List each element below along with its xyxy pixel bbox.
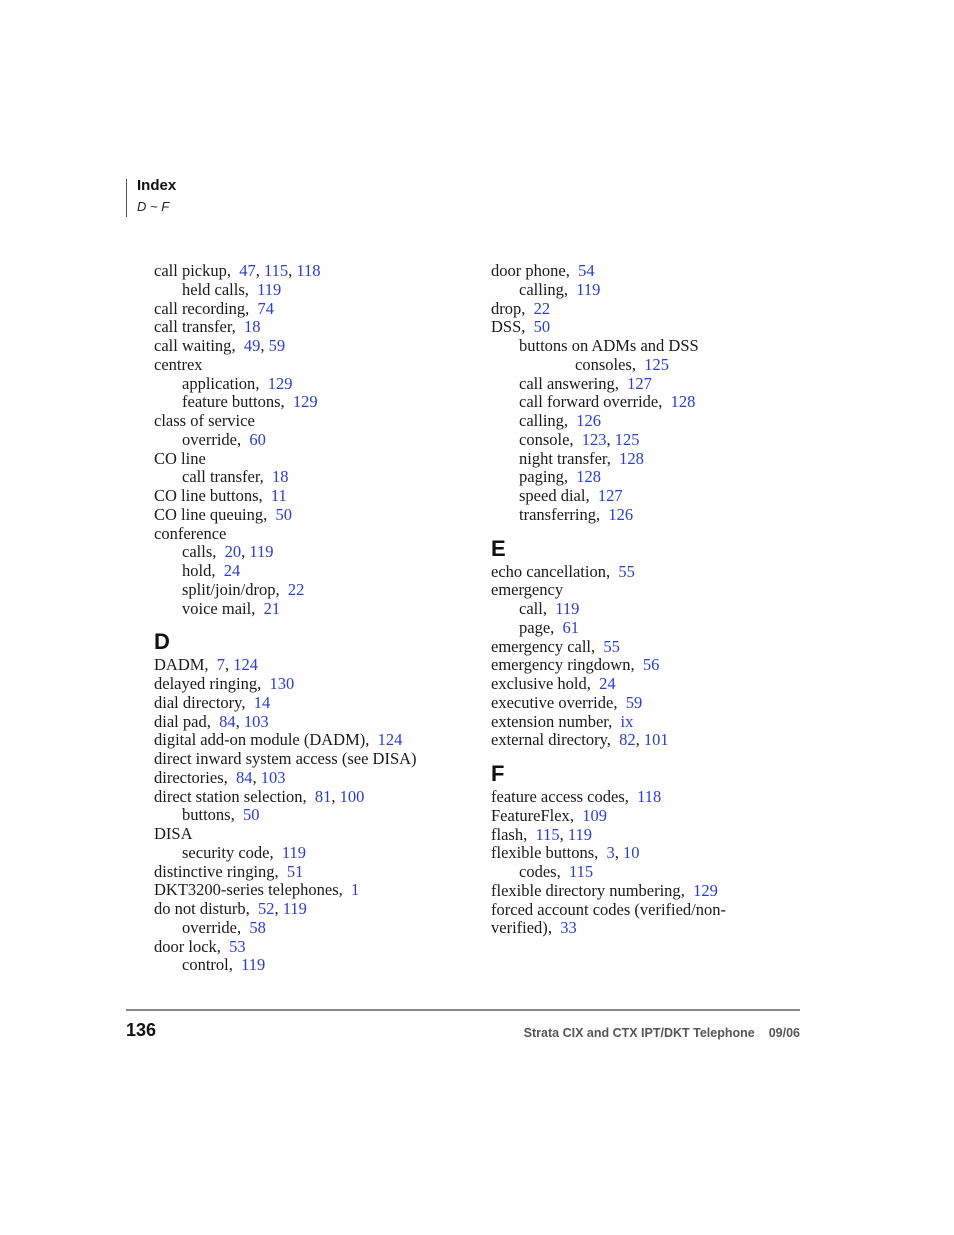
page-link[interactable]: 119 (576, 279, 601, 299)
index-entry: night transfer, 128 (519, 448, 644, 468)
index-term: drop (491, 298, 522, 318)
index-term: call recording (154, 298, 246, 318)
page-link[interactable]: 81 (314, 786, 332, 806)
page-link[interactable]: 74 (257, 298, 275, 318)
index-term: CO line queuing (154, 504, 264, 524)
index-term: calling (519, 411, 564, 430)
index-term: direct station selection (154, 786, 303, 806)
index-term: call transfer (154, 317, 232, 337)
section-letter: D (154, 629, 170, 655)
section-letter: F (491, 761, 505, 786)
page-link[interactable]: 82 (619, 730, 636, 750)
index-term: CO line buttons (154, 486, 259, 505)
page-link[interactable]: 115 (263, 261, 289, 280)
page-link[interactable]: 20 (224, 542, 242, 562)
index-term: CO line (154, 448, 206, 468)
page-link[interactable]: ix (620, 711, 634, 731)
page-link[interactable]: 129 (267, 373, 293, 393)
index-entry: override, 60 (182, 429, 266, 449)
footer-book-info (524, 1026, 800, 1040)
page-link[interactable]: 103 (243, 711, 269, 731)
page-link[interactable]: 103 (260, 767, 286, 787)
page-link[interactable]: 125 (614, 429, 640, 449)
page-link[interactable]: 119 (257, 279, 282, 299)
index-term: DKT3200-series telephones (154, 880, 339, 900)
page-link[interactable]: 52 (258, 899, 275, 918)
index-term: door lock (154, 936, 217, 956)
page-link[interactable]: 59 (625, 692, 643, 712)
index-entry (154, 356, 474, 375)
index-entry: speed dial, 127 (519, 486, 623, 505)
index-column-left (154, 262, 474, 975)
index-term: application (182, 373, 256, 393)
page-link[interactable]: 21 (263, 598, 281, 618)
index-entry: security code, 119 (182, 842, 307, 862)
index-entry: call forward override, 128 (519, 392, 696, 412)
index-term: override (182, 917, 237, 937)
index-term: exclusive hold (491, 674, 587, 693)
index-term: call pickup (154, 261, 227, 280)
index-entry: split/join/drop, 22 (182, 579, 305, 599)
page-link[interactable]: 126 (576, 411, 602, 430)
index-term: emergency call (491, 636, 592, 656)
page-link[interactable]: 55 (603, 636, 620, 656)
index-term: transferring (519, 504, 596, 524)
page-link[interactable]: 124 (377, 730, 403, 750)
index-term: page (519, 617, 551, 637)
index-term: buttons (182, 805, 231, 825)
page-link[interactable]: 51 (286, 861, 304, 881)
page-link[interactable]: 130 (269, 674, 295, 693)
index-term: dial directory (154, 692, 242, 712)
index-entry: voice mail, 21 (182, 598, 281, 618)
page-link[interactable]: 22 (533, 298, 551, 318)
page-link[interactable]: 127 (597, 486, 623, 505)
index-term: codes (519, 862, 557, 881)
index-entry: feature buttons, 129 (182, 392, 318, 412)
page-link[interactable]: 10 (622, 843, 640, 863)
index-entry: consoles, 125 (575, 354, 669, 374)
index-term: conference (154, 523, 227, 543)
index-entry: verified), 33 (491, 918, 577, 938)
page-link[interactable]: 59 (268, 336, 286, 355)
index-entry: console, 123, 125 (519, 429, 640, 449)
index-entry: flexible buttons, 3, 10 (491, 843, 640, 863)
index-entry: executive override, 59 (491, 692, 643, 712)
index-term: direct inward system access (see DISA) (154, 749, 417, 768)
index-entry: direct station selection, 81, 100 (154, 786, 365, 806)
index-term: call answering (519, 373, 615, 393)
page-link[interactable]: 119 (567, 824, 592, 844)
page-link[interactable]: 119 (241, 955, 266, 975)
index-term: forced account codes (verified/non- (491, 899, 727, 919)
index-term: override (182, 429, 237, 449)
index-entry (491, 901, 811, 920)
index-entry: exclusive hold, 24 (491, 674, 616, 693)
index-term: DSS (491, 317, 522, 337)
page-link[interactable]: 50 (242, 805, 260, 825)
section-title: Index (137, 177, 177, 194)
index-entry: calls, 20, 119 (182, 542, 274, 562)
index-term: DISA (154, 824, 193, 843)
index-term: call forward override (519, 392, 659, 412)
page-link[interactable]: 101 (643, 730, 669, 750)
index-term: paging (519, 467, 564, 487)
index-entry: distinctive ringing, 51 (154, 861, 304, 881)
page-link[interactable]: 56 (642, 655, 660, 675)
index-entry: emergency ringdown, 56 (491, 655, 660, 675)
index-entry: dial directory, 14 (154, 692, 271, 712)
page-number: 136 (126, 1020, 157, 1040)
index-entry (154, 412, 474, 431)
header-rule (126, 179, 127, 217)
index-entry: call transfer, 18 (154, 317, 261, 337)
index-term: hold (182, 561, 212, 580)
publication-date: 09/06 (768, 1026, 800, 1040)
page-link[interactable]: 3 (606, 843, 615, 863)
page-link[interactable]: 58 (249, 917, 266, 937)
index-entry: door lock, 53 (154, 936, 246, 956)
page-link[interactable]: 55 (618, 561, 635, 581)
index-entry: flexible directory numbering, 129 (491, 880, 718, 900)
index-entry: call pickup, 47, 115, 118 (154, 261, 321, 280)
index-entry: flash, 115, 119 (491, 824, 592, 844)
page-link[interactable]: 119 (249, 542, 274, 562)
index-entry: CO line buttons, 11 (154, 486, 287, 505)
index-term: extension number (491, 711, 609, 731)
index-term: DADM (154, 655, 205, 675)
index-entry: buttons, 50 (182, 805, 260, 825)
section-range: D ~ F (137, 199, 170, 214)
page-link[interactable]: 84 (219, 711, 236, 731)
index-entry (154, 825, 474, 844)
page-link[interactable]: 47 (239, 261, 256, 280)
index-term: voice mail (182, 598, 252, 618)
page-link[interactable]: 124 (233, 655, 259, 675)
page-link[interactable]: 18 (272, 467, 289, 487)
section-letter: E (491, 535, 506, 561)
index-term: feature buttons (182, 392, 281, 412)
index-term: calls (182, 542, 213, 562)
index-term: speed dial (519, 486, 586, 505)
index-entry (154, 750, 474, 769)
index-term: class of service (154, 411, 255, 430)
index-term: executive override (491, 692, 614, 712)
page-link[interactable]: 84 (236, 767, 253, 787)
index-term: held calls (182, 279, 245, 299)
index-term: call waiting (154, 336, 232, 355)
page-link[interactable]: 54 (578, 261, 595, 280)
page-link[interactable]: 1 (351, 880, 360, 900)
page-link[interactable]: 115 (568, 862, 594, 881)
page-link[interactable]: 126 (608, 504, 634, 524)
page-link[interactable]: 100 (339, 786, 365, 806)
index-entry: codes, 115 (519, 862, 594, 881)
page-link[interactable]: 18 (244, 317, 261, 337)
index-entry (154, 450, 474, 469)
index-term: console (519, 429, 570, 449)
index-entry: transferring, 126 (519, 504, 634, 524)
page-link[interactable]: 115 (535, 824, 560, 844)
page-link[interactable]: 7 (216, 655, 226, 675)
index-entry: call recording, 74 (154, 298, 275, 318)
index-entry: digital add-on module (DADM), 124 (154, 730, 403, 750)
index-term: centrex (154, 354, 203, 374)
page-link[interactable]: 50 (275, 504, 292, 524)
page-link[interactable]: 14 (253, 692, 271, 712)
index-entry: external directory, 82, 101 (491, 730, 669, 750)
page-link[interactable]: 128 (619, 448, 644, 468)
page-link[interactable]: 118 (637, 787, 662, 806)
index-term: verified) (491, 918, 548, 938)
index-term: FeatureFlex (491, 805, 570, 825)
index-entry: override, 58 (182, 917, 266, 937)
index-term: dial pad (154, 711, 207, 731)
index-term: emergency ringdown (491, 655, 631, 675)
index-entry: calling, 126 (519, 411, 602, 430)
page-link[interactable]: 119 (282, 899, 307, 918)
index-term: flash (491, 824, 524, 844)
page-link[interactable]: 125 (644, 354, 669, 374)
index-term: night transfer (519, 448, 607, 468)
index-term: split/join/drop (182, 579, 276, 599)
book-title: Strata CIX and CTX IPT/DKT Telephone (523, 1026, 755, 1040)
index-entry: call, 119 (519, 599, 580, 618)
index-term: echo cancellation (491, 561, 606, 581)
index-entry (491, 581, 811, 600)
index-term: buttons on ADMs and DSS (519, 336, 699, 355)
page-link[interactable]: 24 (599, 674, 616, 693)
index-term: control (182, 955, 229, 975)
page-link[interactable]: 119 (555, 599, 580, 618)
page-link[interactable]: 123 (581, 429, 607, 449)
index-entry: calling, 119 (519, 279, 601, 299)
page-link[interactable]: 119 (281, 842, 307, 862)
page-link[interactable]: 50 (533, 317, 551, 337)
index-entry: directories, 84, 103 (154, 767, 286, 787)
index-term: emergency (491, 580, 564, 600)
index-column-right (491, 262, 811, 938)
index-entry: page, 61 (519, 617, 580, 637)
page-link[interactable]: 127 (627, 373, 652, 393)
index-entry: delayed ringing, 130 (154, 674, 295, 693)
index-entry: DSS, 50 (491, 317, 551, 337)
index-term: flexible buttons (491, 843, 595, 863)
index-entry: dial pad, 84, 103 (154, 711, 269, 731)
index-term: call transfer (182, 467, 260, 487)
index-term: consoles (575, 354, 632, 374)
index-term: external directory (491, 730, 607, 750)
index-entry: held calls, 119 (182, 279, 282, 299)
index-term: calling (519, 279, 564, 299)
page-link[interactable]: 53 (229, 936, 246, 956)
index-term: door phone (491, 261, 566, 280)
index-term: digital add-on module (DADM) (154, 730, 366, 750)
index-entry: hold, 24 (182, 561, 241, 580)
index-entry: feature access codes, 118 (491, 787, 662, 806)
page-link[interactable]: 22 (287, 579, 305, 599)
index-term: feature access codes (491, 787, 625, 806)
index-entry: DKT3200-series telephones, 1 (154, 880, 360, 900)
index-entry: extension number, ix (491, 711, 634, 731)
page-link[interactable]: 33 (560, 918, 577, 938)
page-link[interactable]: 61 (562, 617, 580, 637)
index-entry: do not disturb, 52, 119 (154, 899, 307, 918)
index-entry: door phone, 54 (491, 261, 595, 280)
index-term: delayed ringing (154, 674, 258, 693)
page-link[interactable]: 24 (223, 561, 241, 580)
index-entry (154, 525, 474, 544)
index-entry: emergency call, 55 (491, 636, 620, 656)
index-entry: echo cancellation, 55 (491, 561, 635, 581)
index-term: do not disturb (154, 899, 246, 918)
index-term: directories (154, 767, 224, 787)
page-link[interactable]: 49 (243, 336, 261, 355)
index-term: flexible directory numbering (491, 880, 681, 900)
page-link[interactable]: 129 (292, 392, 318, 412)
page-link[interactable]: 129 (693, 880, 718, 900)
page-link[interactable]: 128 (670, 392, 696, 412)
page-link[interactable]: 109 (582, 805, 607, 825)
index-entry: DADM, 7, 124 (154, 655, 259, 675)
index-entry: application, 129 (182, 373, 293, 393)
index-term: call (519, 599, 543, 618)
index-entry (491, 337, 811, 356)
index-term: security code (182, 842, 270, 862)
index-entry: CO line queuing, 50 (154, 504, 292, 524)
page-link[interactable]: 60 (249, 429, 266, 449)
page-link[interactable]: 118 (296, 261, 321, 280)
page-link[interactable]: 128 (576, 467, 602, 487)
index-entry: call transfer, 18 (182, 467, 289, 487)
index-entry: call waiting, 49, 59 (154, 336, 286, 355)
index-entry: drop, 22 (491, 298, 551, 318)
index-term: distinctive ringing (154, 861, 275, 881)
page-link[interactable]: 11 (270, 486, 287, 505)
footer-rule (126, 1009, 800, 1011)
index-entry: FeatureFlex, 109 (491, 805, 607, 825)
index-entry: paging, 128 (519, 467, 602, 487)
index-entry: control, 119 (182, 955, 266, 975)
index-entry: call answering, 127 (519, 373, 652, 393)
